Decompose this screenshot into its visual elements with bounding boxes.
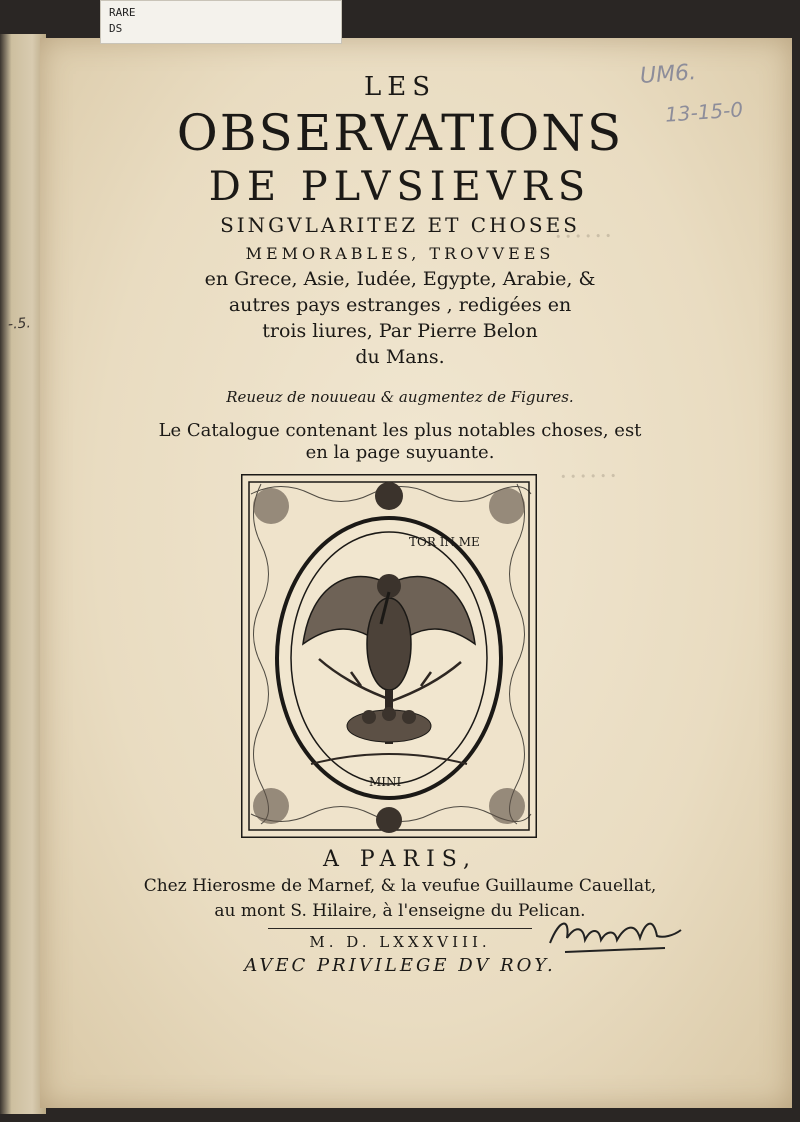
title-line-memorables: MEMORABLES, TROVVEES bbox=[245, 244, 555, 263]
chick bbox=[382, 707, 396, 721]
title-line-plusieurs: DE PLVSIEVRS bbox=[208, 164, 592, 210]
title-line-du-mans: du Mans. bbox=[355, 346, 445, 368]
title-line-author: trois liures, Par Pierre Belon bbox=[262, 320, 538, 342]
cherub-head bbox=[375, 482, 403, 510]
title-line-singularitez: SINGVLARITEZ ET CHOSES bbox=[220, 213, 580, 237]
chick bbox=[362, 710, 376, 724]
imprint-year: M. D. LXXXVIII. bbox=[309, 933, 491, 951]
catalogue-line-2: en la page suyuante. bbox=[305, 442, 495, 463]
imprint-printer-line-1: Chez Hierosme de Marnef, & la veufue Guillaume Cauellat, bbox=[143, 876, 657, 896]
title-line-les: LES bbox=[363, 72, 437, 102]
bleed-through-text: • • • • • • bbox=[554, 229, 612, 244]
label-line-rare: RARE bbox=[109, 6, 136, 19]
imprint-printer-line-2: au mont S. Hilaire, à l'enseigne du Pelican. bbox=[214, 901, 586, 921]
catalogue-line-1: Le Catalogue contenant les plus notables choses, est bbox=[158, 420, 642, 441]
bleed-through-text: • • • • • • bbox=[559, 469, 617, 484]
library-label-slip bbox=[100, 0, 342, 44]
pencil-note-top: UM6. bbox=[639, 60, 697, 89]
margin-note: -.5. bbox=[7, 315, 32, 333]
ownership-signature bbox=[545, 908, 685, 963]
motto-top: TOR IN ME bbox=[409, 535, 480, 549]
title-line-places-1: en Grece, Asie, Iudée, Egypte, Arabie, & bbox=[204, 268, 596, 290]
corner-ornament bbox=[253, 788, 289, 824]
revised-note: Reueuz de nouueau & augmentez de Figures. bbox=[226, 388, 574, 406]
corner-ornament bbox=[253, 488, 289, 524]
chick bbox=[402, 710, 416, 724]
printer-device-woodcut bbox=[241, 474, 537, 838]
pencil-note-second: 13-15-0 bbox=[664, 97, 744, 127]
imprint-city: A PARIS, bbox=[322, 847, 478, 872]
title-line-places-2: autres pays estranges , redigées en bbox=[228, 294, 572, 316]
motto-bottom: MINI bbox=[369, 775, 402, 789]
label-line-ds: DS bbox=[109, 22, 123, 35]
corner-ornament bbox=[489, 788, 525, 824]
mask-head bbox=[376, 807, 402, 833]
royal-privilege: AVEC PRIVILEGE DV ROY. bbox=[244, 955, 556, 976]
pelican-body bbox=[367, 598, 411, 690]
imprint-rule bbox=[268, 928, 532, 929]
title-line-observations: OBSERVATIONS bbox=[176, 104, 624, 162]
corner-ornament bbox=[489, 488, 525, 524]
